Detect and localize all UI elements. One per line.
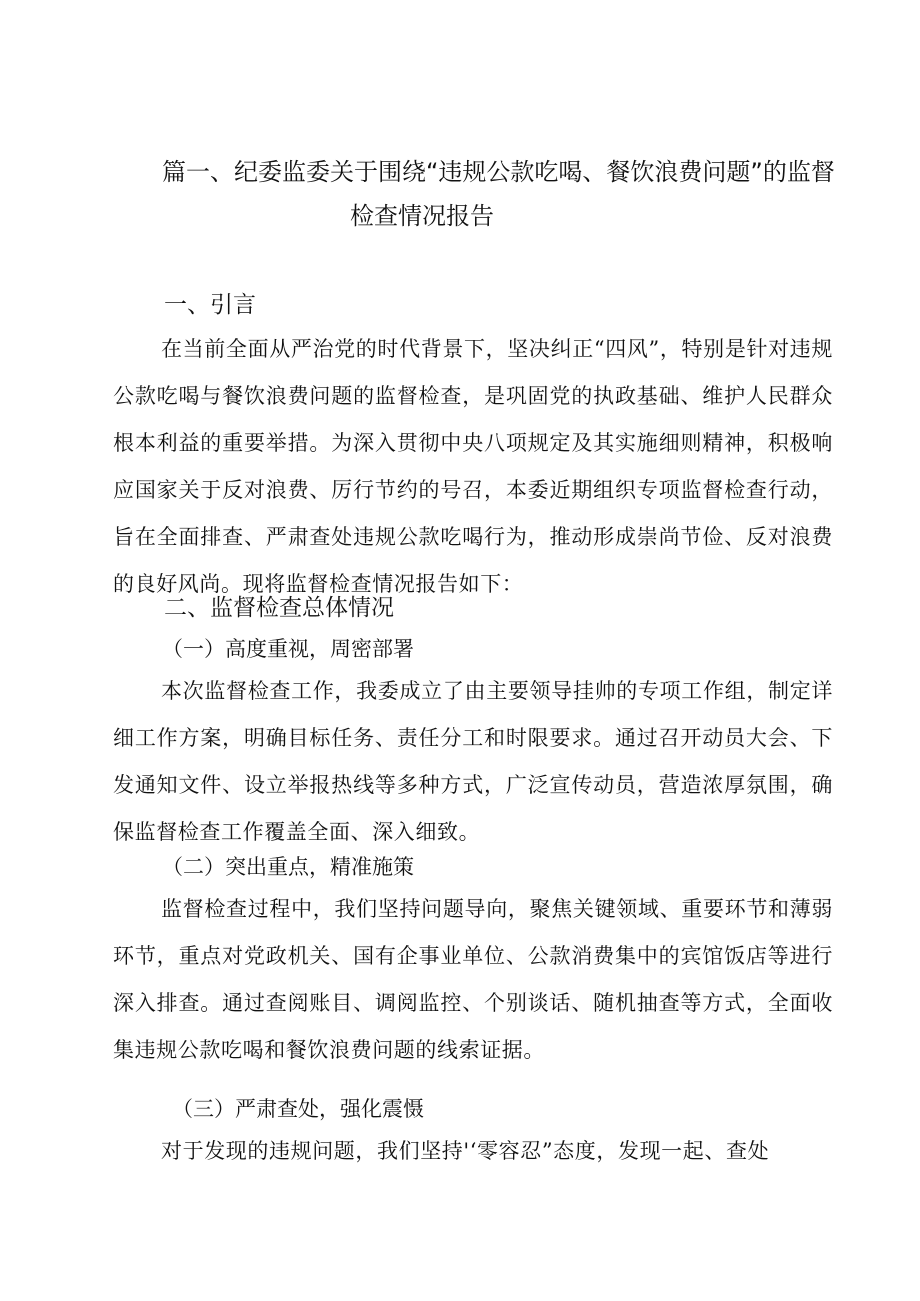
- intro-heading: 一、引言: [164, 292, 256, 318]
- subsection-1-paragraph: 本次监督检查工作，我委成立了由主要领导挂帅的专项工作组，制定详细工作方案，明确目标任务、责任分工和时限要求。通过召开动员大会、下发通知文件、设立举报热线等多种方式，广泛宣传动员，营造浓厚氛围，确保监督检查工作覆盖全面、深入细致。: [113, 679, 833, 844]
- subsection-2-paragraph: 监督检查过程中，我们坚持问题导向，聚焦关键领域、重要环节和薄弱环节，重点对党政机关、国有企事业单位、公款消费集中的宾馆饭店等进行深入排查。通过查阅账目、调阅监控、个别谈话、随机抽查等方式，全面收集违规公款吃喝和餐饮浪费问题的线索证据。: [113, 897, 833, 1062]
- document-title-line-2: 检查情况报告: [350, 202, 494, 230]
- subsection-1-heading: （一）高度重视，周密部署: [162, 637, 414, 661]
- document-title-line-1: 篇一、纪委监委关于围绕“违规公款吃喝、餐饮浪费问题”的监督: [162, 158, 835, 186]
- subsection-3-heading: （三）严肃查处，强化震慑: [172, 1097, 424, 1121]
- document-title: [150, 150, 850, 238]
- subsection-2-heading: （二）突出重点，精准施策: [162, 855, 414, 879]
- subsection-3-paragraph: 对于发现的违规问题，我们坚持'‘零容忍”态度，发现一起、查处: [161, 1139, 770, 1163]
- intro-paragraph: 在当前全面从严治党的时代背景下，坚决纠正“四风”，特别是针对违规公款吃喝与餐饮浪费问题的监督检查，是巩固党的执政基础、维护人民群众根本利益的重要举措。为深入贯彻中央八项规定及其实施细则精神，积极响应国家关于反对浪费、厉行节约的号召，本委近期组织专项监督检查行动，旨在全面排查、严肃查处违规公款吃喝行为，推动形成崇尚节俭、反对浪费的良好风尚。现将监督检查情况报告如下：: [113, 337, 833, 596]
- overview-heading: 二、监督检查总体情况: [164, 595, 394, 621]
